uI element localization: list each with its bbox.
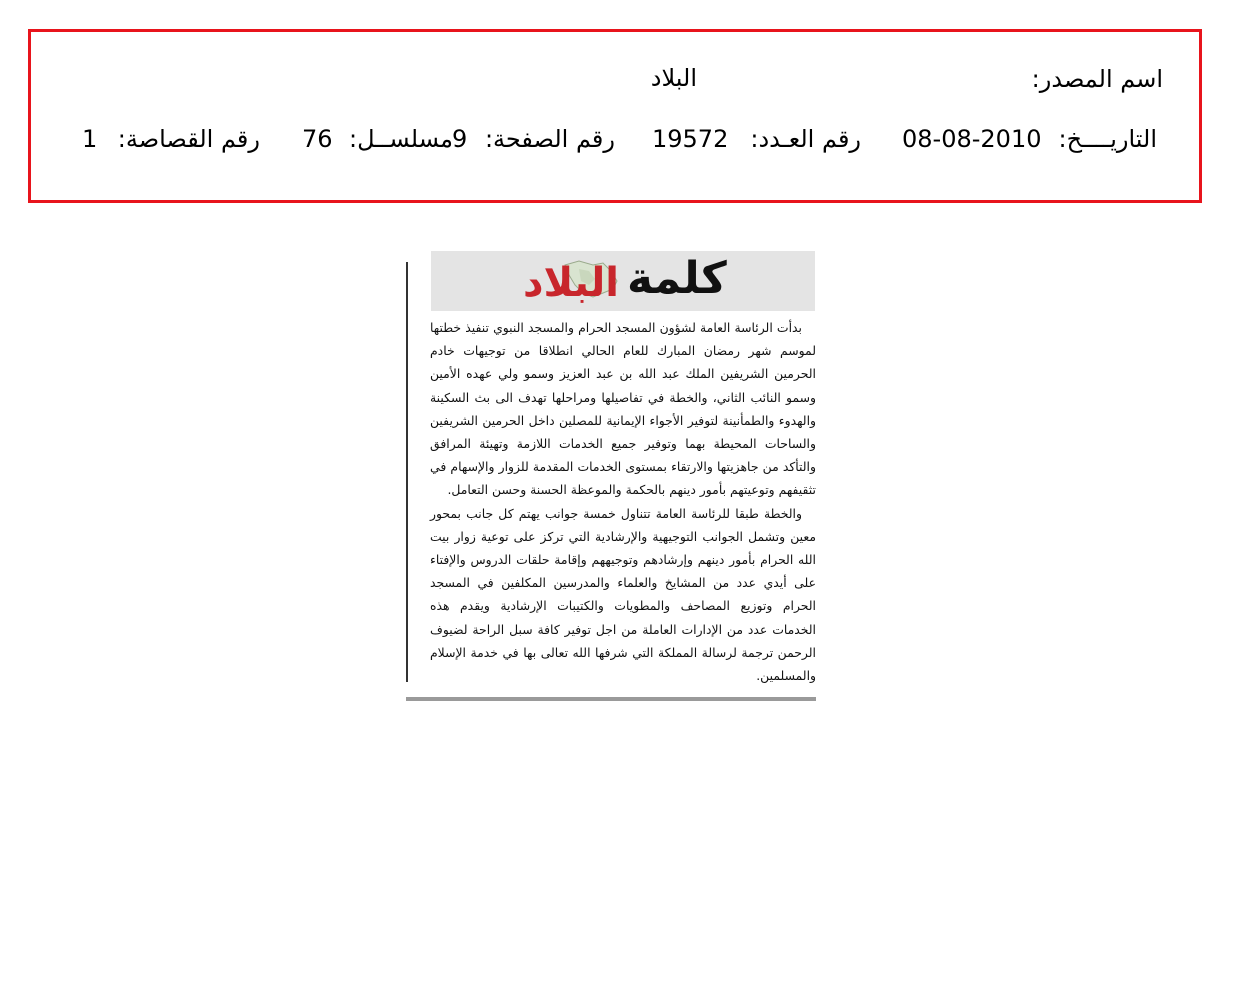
issue-label: رقم العـدد: [750, 125, 861, 153]
issue-value: 19572 [652, 125, 729, 153]
article-paragraph: والخطة طبقا للرئاسة العامة تتناول خمسة جوانب يهتم كل جانب بمحور معين وتشمل الجوانب التوجيهية والإرشادية التي تركز على توعية زوار بيت الله الحرام بأمور دينهم وإرشادهم وتوجيههم وإقامة حلقات الدروس والإفتاء على أيدي عدد من المشايخ والعلماء والمدرسين المكلفين في المسجد الحرام وتوزيع المصاحف والمطويات والكتيبات الإرشادية ويقدم هذه الخدمات عدد من الإدارات العاملة من اجل توفير كافة سبل الراحة لضيوف الرحمن ترجمة لرسالة المملكة التي شرفها الله تعالى بها في خدمة الإسلام والمسلمين. [430, 505, 816, 684]
date-label: التاريــــخ: [1058, 125, 1157, 153]
serial-value: 76 [302, 125, 333, 153]
clip-number-label: رقم القصاصة: [117, 125, 260, 153]
source-value: البلاد [650, 64, 697, 92]
logo-kalimat: كلمة [627, 253, 727, 304]
newspaper-clipping [406, 250, 816, 702]
article-paragraph: بدأت الرئاسة العامة لشؤون المسجد الحرام والمسجد النبوي تنفيذ خطتها لموسم شهر رمضان المبارك للعام الحالي انطلاقا من توجيهات خادم الحرمين الشريفين الملك عبد الله بن عبد العزيز وسمو ولي عهده الأمين وسمو النائب الثاني، والخطة في تفاصيلها ومراحلها تهدف الى بث السكينة والهدوء والطمأنينة لتوفير الأجواء الإيمانية للمصلين داخل الحرمين الشريفين والساحات المحيطة بهما وتوفير جميع الخدمات اللازمة وتهيئة المرافق والتأكد من جاهزيتها والارتقاء بمستوى الخدمات المقدمة للزوار والإسهام في تثقيفهم وتوعيتهم بأمور دينهم بالحكمة والموعظة الحسنة وحسن التعامل. [430, 320, 816, 498]
metadata-frame [28, 29, 1202, 203]
date-value: 08-08-2010 [902, 125, 1042, 153]
article-body [430, 316, 816, 687]
page-label: رقم الصفحة: [484, 125, 615, 153]
column-header [431, 251, 815, 311]
clip-number-value: 1 [82, 125, 98, 153]
page-value: 9 [452, 125, 468, 153]
serial-label: مسلســل: [349, 125, 453, 153]
clipping-bottom-rule [406, 697, 816, 701]
logo-albilad: البلاد [523, 260, 619, 306]
source-label: اسم المصدر: [1031, 65, 1163, 93]
column-rule [406, 262, 408, 682]
